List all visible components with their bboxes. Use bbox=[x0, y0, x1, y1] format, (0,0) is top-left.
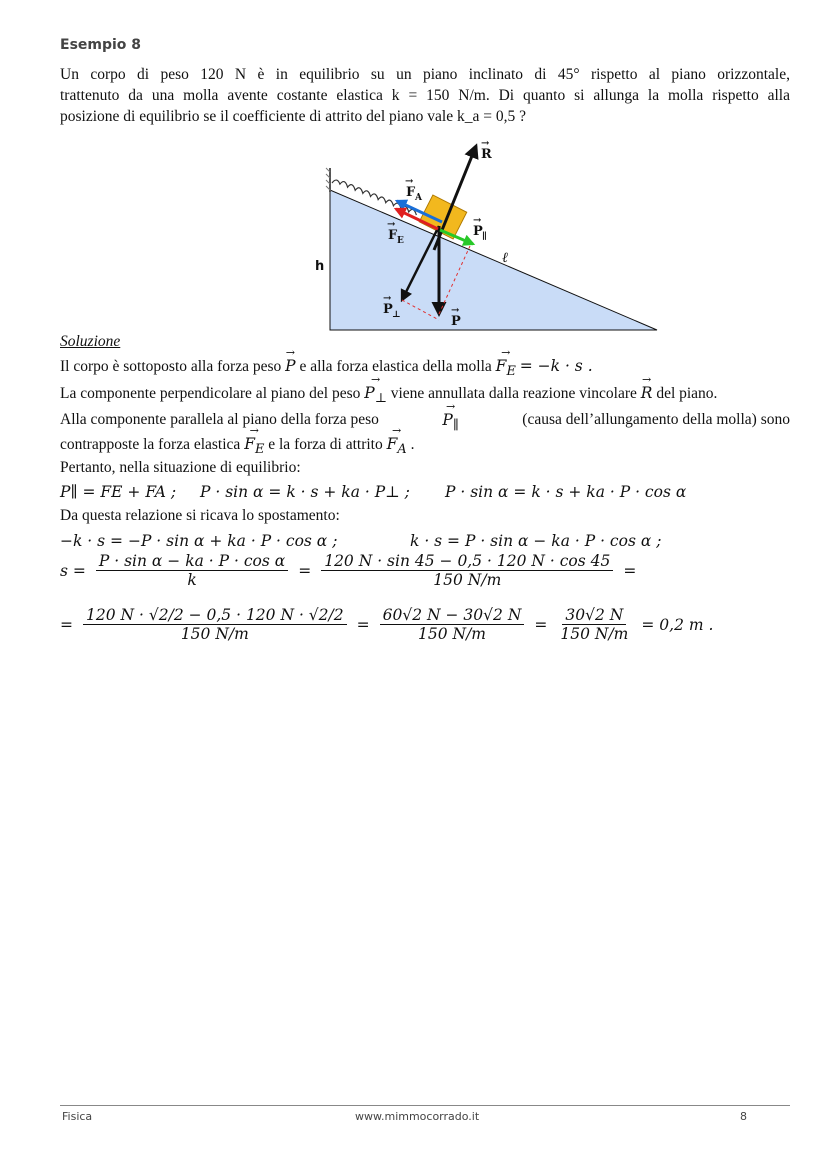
fraction-2: $\frac{120 N \cdot \sin 45 - 0,5 \cdot 120 N \cdot \cos 45}{150 N/m}$ bbox=[321, 552, 613, 589]
vector-Ppar: → $P_\parallel$ bbox=[442, 411, 458, 433]
wall-hatch bbox=[326, 168, 330, 192]
fraction-4: $\frac{60√2 N - 30√2 N}{150 N/m}$ bbox=[380, 606, 525, 643]
vector-FA: → $F_A$ bbox=[387, 435, 407, 457]
equation-7: = $\frac{120 N \cdot √2/2 - 0,5 \cdot 120 N \cdot √2/2}{150 N/m}$ = $\frac{60√2 N - 30√2 N}{150 N/m}$ = $\frac{30√2 N}{150 N/m}$ = 0,2 m . bbox=[60, 606, 714, 643]
vector-R: → R bbox=[641, 384, 653, 402]
solution-heading: Soluzione bbox=[60, 333, 121, 350]
vector-P: → P bbox=[285, 357, 295, 375]
problem-line-1: Un corpo di peso 120 N è in equilibrio su un piano inclinato di 45° rispetto al piano orizzontale, bbox=[60, 66, 790, 83]
equation-1: P∥ = FE + FA ; bbox=[60, 483, 177, 501]
fraction-5: $\frac{30√2 N}{150 N/m}$ bbox=[560, 606, 629, 643]
equation-4: −k · s = −P · sin α + ka · P · cos α ; bbox=[60, 532, 338, 550]
svg-text:→: → bbox=[405, 176, 414, 187]
svg-text:→: → bbox=[383, 293, 392, 304]
solution-line-6: Da questa relazione si ricava lo spostamento: bbox=[60, 507, 340, 524]
label-Pperp-sub: ⊥ bbox=[392, 310, 401, 320]
label-R: R bbox=[481, 147, 492, 162]
fraction-3: $\frac{120 N \cdot √2/2 - 0,5 \cdot 120 N \cdot √2/2}{150 N/m}$ bbox=[83, 606, 347, 643]
vector-FE: → $F_E$ bbox=[496, 357, 516, 379]
inclined-plane-figure bbox=[300, 138, 670, 338]
solution-line-2: La componente perpendicolare al piano del peso → $P_\perp$ viene annullata dalla reazione vincolare → R del piano. bbox=[60, 384, 717, 406]
equation-2: P · sin α = k · s + ka · P⊥ ; bbox=[200, 483, 410, 501]
label-Ppar: P bbox=[473, 224, 483, 239]
equation-6: s = $\frac{\text{P · sin α − ka · P · cos α}}{k}$ = $\frac{120 N \cdot \sin 45 - 0,5 \cdot 120 N \cdot \cos 45}{150 N/m}$ = bbox=[60, 552, 637, 589]
label-FE: F bbox=[388, 228, 398, 243]
inclined-plane bbox=[330, 190, 657, 330]
label-FE-sub: E bbox=[397, 236, 404, 246]
problem-line-2: trattenuto da una molla avente costante elastica k = 150 N/m. Di quanto si allunga la molla rispetto alla bbox=[60, 87, 790, 104]
vector-FE-2: → $F_E$ bbox=[244, 435, 264, 457]
svg-text:→: → bbox=[481, 138, 490, 149]
label-h: h bbox=[315, 259, 325, 274]
label-P: P bbox=[451, 314, 461, 329]
solution-line-1: Il corpo è sottoposto alla forza peso → P e alla forza elastica della molla → $F_E = -k \cdot s$ . bbox=[60, 357, 593, 379]
footer-rule bbox=[60, 1105, 790, 1106]
solution-line-3: Alla componente parallela al piano della forza peso → $P_\parallel$ (causa dell’allungamento della molla) sono bbox=[60, 411, 790, 433]
vector-Pperp: → $P_\perp$ bbox=[364, 384, 387, 406]
svg-text:→: → bbox=[451, 305, 460, 316]
label-FA: F bbox=[406, 185, 416, 200]
example-heading: Esempio 8 bbox=[60, 37, 142, 53]
solution-line-5: Pertanto, nella situazione di equilibrio: bbox=[60, 459, 301, 476]
svg-text:→: → bbox=[387, 219, 396, 230]
svg-text:→: → bbox=[473, 215, 482, 226]
problem-line-3: posizione di equilibrio se il coefficiente di attrito del piano vale k_a = 0,5 ? bbox=[60, 108, 526, 125]
label-FA-sub: A bbox=[415, 193, 422, 203]
solution-line-4: contrapposte la forza elastica → $F_E$ e la forza di attrito → $F_A$ . bbox=[60, 435, 414, 457]
label-Ppar-sub: ∥ bbox=[482, 232, 487, 242]
fraction-1: $\frac{\text{P · sin α − ka · P · cos α}}{k}$ bbox=[96, 552, 288, 589]
footer-subject: Fisica bbox=[62, 1110, 93, 1123]
equation-3: P · sin α = k · s + ka · P · cos α bbox=[445, 483, 687, 501]
equation-5: k · s = P · sin α − ka · P · cos α ; bbox=[410, 532, 662, 550]
footer-website[interactable]: www.mimmocorrado.it bbox=[355, 1110, 480, 1123]
label-Pperp: P bbox=[383, 302, 393, 317]
page-number: 8 bbox=[740, 1110, 747, 1123]
label-l: ℓ bbox=[502, 250, 508, 266]
